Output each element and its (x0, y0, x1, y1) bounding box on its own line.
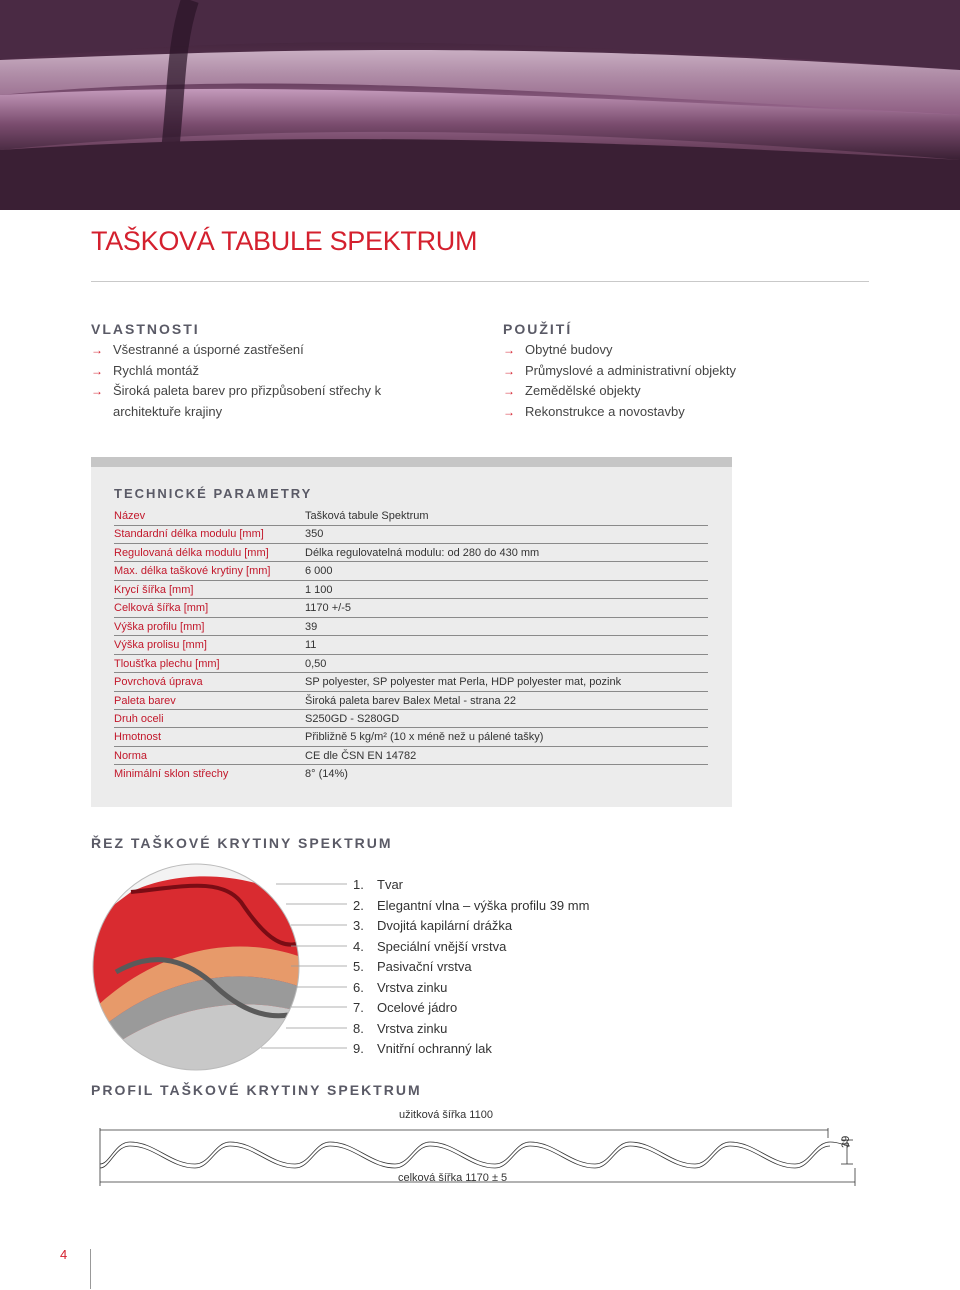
arrow-right-icon: → (503, 384, 515, 398)
param-value: 0,50 (305, 657, 327, 670)
table-row (114, 599, 708, 618)
arrow-right-icon: → (503, 363, 515, 378)
page-number-divider (90, 1249, 91, 1289)
param-label: Regulovaná délka modulu [mm] (114, 546, 269, 559)
pouziti-heading: POUŽITÍ (503, 321, 573, 337)
table-row (114, 747, 708, 766)
list-item: 2. Elegantní vlna – výška profilu 39 mm (353, 897, 590, 913)
vlastnosti-list (91, 340, 451, 422)
param-label: Výška profilu [mm] (114, 620, 205, 633)
arrow-right-icon: → (91, 384, 103, 398)
list-item: 9. Vnitřní ochranný lak (353, 1041, 492, 1056)
param-label: Druh oceli (114, 712, 164, 725)
profil-heading: PROFIL TAŠKOVÉ KRYTINY SPEKTRUM (91, 1082, 422, 1098)
profile-height-label: 39 (840, 1135, 852, 1148)
param-value: 1 100 (305, 583, 333, 596)
arrow-right-icon: → (91, 363, 103, 378)
param-label: Max. délka taškové krytiny [mm] (114, 565, 271, 578)
param-label: Krycí šířka [mm] (114, 583, 194, 596)
param-label: Název (114, 510, 146, 522)
title-divider (91, 281, 869, 282)
table-row (114, 636, 708, 655)
list-item: → Rekonstrukce a novostavby (503, 402, 843, 423)
hero-image (0, 0, 960, 210)
table-row (114, 673, 708, 692)
param-value: Délka regulovatelná modulu: od 280 do 430 mm (305, 546, 540, 559)
table-row (114, 581, 708, 600)
list-item: 7. Ocelové jádro (353, 1000, 458, 1015)
panel-top-bar (91, 457, 732, 467)
table-row (114, 544, 708, 563)
list-item: 5. Pasivační vrstva (353, 959, 472, 974)
list-item: → Rychlá montáž (91, 361, 451, 382)
list-item: 3. Dvojitá kapilární drážka (353, 918, 513, 933)
table-row (114, 728, 708, 747)
arrow-right-icon: → (91, 343, 103, 357)
cross-section-legend (353, 875, 589, 1060)
list-item: 8. Vrstva zinku (353, 1020, 448, 1036)
page-title: TAŠKOVÁ TABULE SPEKTRUM (91, 226, 478, 256)
hero-roof-closeup (0, 0, 960, 210)
list-item: → Široká paleta barev pro přizpůsobení střechy k architektuře krajiny (91, 383, 382, 419)
param-label: Minimální sklon střechy (114, 768, 229, 781)
table-row (114, 525, 708, 544)
table-row (114, 562, 708, 581)
table-row (114, 710, 708, 729)
param-value: SP polyester, SP polyester mat Perla, HDP polyester mat, pozink (305, 676, 622, 689)
param-value: 350 (305, 528, 324, 541)
param-label: Standardní délka modulu [mm] (114, 528, 264, 541)
param-value: 1170 +/-5 (305, 602, 351, 615)
list-item: 4. Speciální vnější vrstva (353, 938, 507, 954)
param-value: 6 000 (305, 565, 333, 578)
list-item: → Průmyslové a administrativní objekty (503, 361, 843, 382)
param-label: Povrchová úprava (114, 676, 203, 689)
param-value: 8° (14%) (305, 768, 348, 781)
arrow-right-icon: → (503, 343, 515, 357)
table-row (114, 765, 708, 784)
table-row (114, 618, 708, 637)
total-width-label: celková šířka 1170 ± 5 (398, 1172, 508, 1184)
arrow-right-icon: → (503, 404, 515, 419)
param-label: Výška prolisu [mm] (114, 639, 207, 652)
profile-drawing (95, 1124, 865, 1194)
param-value: 11 (305, 639, 317, 652)
vlastnosti-heading: VLASTNOSTI (91, 321, 200, 337)
pouziti-list (503, 340, 843, 422)
param-value: S250GD - S280GD (305, 712, 400, 725)
param-label: Hmotnost (114, 731, 162, 744)
rez-heading: ŘEZ TAŠKOVÉ KRYTINY SPEKTRUM (91, 835, 393, 851)
useful-width-label: užitková šířka 1100 (399, 1109, 493, 1121)
list-item: → Obytné budovy (503, 340, 843, 361)
list-item: 6. Vrstva zinku (353, 979, 448, 995)
param-value: Přibližně 5 kg/m² (10 x méně než u pálené tašky) (305, 731, 544, 744)
param-label: Celková šířka [mm] (114, 602, 209, 615)
list-item: → Zemědělské objekty (503, 381, 843, 402)
param-value: CE dle ČSN EN 14782 (305, 749, 417, 762)
table-row (114, 692, 708, 711)
param-label: Paleta barev (114, 694, 176, 707)
page-number: 4 (60, 1247, 68, 1262)
list-item: → Všestranné a úsporné zastřešení (91, 340, 451, 361)
tech-params-panel (91, 457, 732, 807)
list-item: 1. Tvar (353, 877, 403, 892)
table-row (114, 655, 708, 674)
param-label: Tloušťka plechu [mm] (114, 657, 220, 670)
param-value: Tašková tabule Spektrum (305, 510, 429, 522)
table-row (114, 507, 708, 526)
param-value: Široká paleta barev Balex Metal - strana 22 (305, 694, 516, 707)
param-label: Norma (114, 749, 148, 762)
tech-params-heading: TECHNICKÉ PARAMETRY (114, 486, 313, 501)
param-value: 39 (305, 620, 318, 633)
